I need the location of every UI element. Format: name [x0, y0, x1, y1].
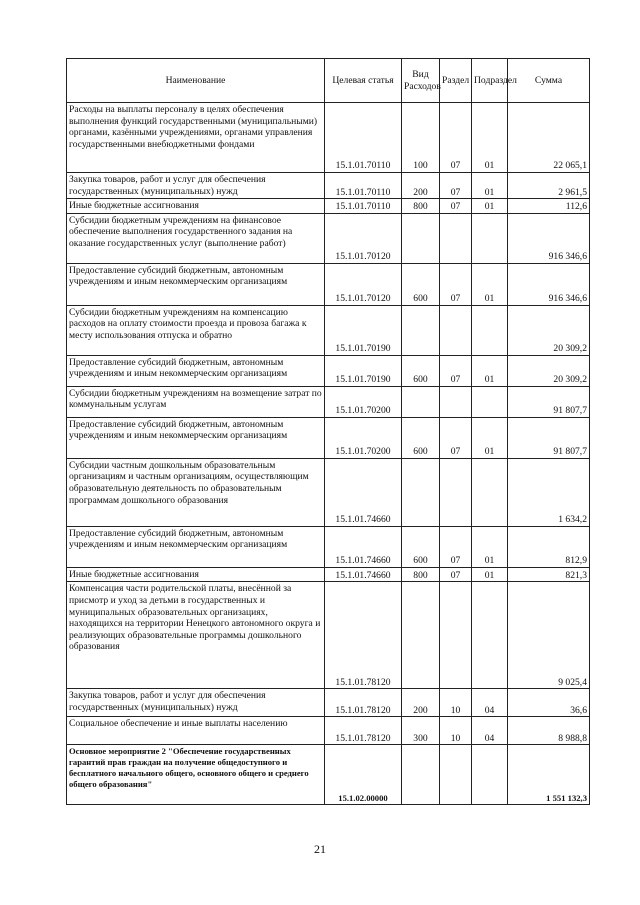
row-razdel-cell: 10 — [440, 689, 472, 717]
row-podrazdel-cell — [472, 458, 508, 526]
row-name-cell: Иные бюджетные ассигнования — [67, 199, 325, 214]
row-name-cell: Компенсация части родительской платы, внесённой за присмотр и уход за детьми в государственных и муниципальных образовательных организациях, находящихся на территории Ненецкого автономного округа и реализующих образовательные программы дошкольного образования — [67, 582, 325, 689]
row-vid-cell: 300 — [402, 717, 440, 745]
header-code: Целевая статья — [325, 59, 402, 103]
row-code-cell: 15.1.01.74660 — [325, 526, 402, 567]
page-number: 21 — [314, 842, 326, 856]
row-razdel-cell — [440, 745, 472, 805]
row-vid-cell: 200 — [402, 173, 440, 199]
row-podrazdel-cell: 04 — [472, 717, 508, 745]
row-code-cell: 15.1.01.70110 — [325, 173, 402, 199]
row-razdel-cell: 07 — [440, 199, 472, 214]
row-podrazdel-cell: 04 — [472, 689, 508, 717]
row-razdel-cell: 07 — [440, 103, 472, 173]
row-summa-cell: 22 065,1 — [508, 103, 590, 173]
table-row — [67, 213, 590, 263]
header-name: Наименование — [67, 59, 325, 103]
row-vid-cell: 800 — [402, 567, 440, 582]
row-vid-cell — [402, 386, 440, 417]
row-code-cell: 15.1.01.78120 — [325, 689, 402, 717]
table-row — [67, 526, 590, 567]
header-row — [67, 59, 590, 103]
row-code-cell: 15.1.01.70110 — [325, 199, 402, 214]
table-row — [67, 689, 590, 717]
row-code-cell: 15.1.01.74660 — [325, 567, 402, 582]
row-razdel-cell — [440, 305, 472, 355]
row-razdel-cell: 07 — [440, 263, 472, 305]
row-razdel-cell — [440, 582, 472, 689]
row-code-cell: 15.1.01.74660 — [325, 458, 402, 526]
table-row — [67, 199, 590, 214]
row-summa-cell: 9 025,4 — [508, 582, 590, 689]
row-vid-cell: 100 — [402, 103, 440, 173]
row-name-cell: Расходы на выплаты персоналу в целях обеспечения выполнения функций государственными (муниципальными) органами, казёнными учреждениями, органами управления государственными внебюджетными фондами — [67, 103, 325, 173]
row-summa-cell: 1 551 132,3 — [508, 745, 590, 805]
row-name-cell: Предоставление субсидий бюджетным, автономным учреждениям и иным некоммерческим организациям — [67, 355, 325, 386]
row-razdel-cell: 07 — [440, 526, 472, 567]
row-name-cell: Основное мероприятие 2 "Обеспечение государственных гарантий прав граждан на получение общедоступного и бесплатного начального общего, основного общего и среднего общего образования" — [67, 745, 325, 805]
row-razdel-cell — [440, 386, 472, 417]
row-code-cell: 15.1.01.70200 — [325, 386, 402, 417]
row-code-cell: 15.1.01.70120 — [325, 213, 402, 263]
row-code-cell: 15.1.01.70110 — [325, 103, 402, 173]
row-vid-cell: 600 — [402, 263, 440, 305]
table-body — [67, 103, 590, 805]
row-vid-cell: 600 — [402, 526, 440, 567]
table-row — [67, 173, 590, 199]
row-name-cell: Закупка товаров, работ и услуг для обеспечения государственных (муниципальных) нужд — [67, 689, 325, 717]
row-name-cell: Закупка товаров, работ и услуг для обеспечения государственных (муниципальных) нужд — [67, 173, 325, 199]
row-summa-cell: 916 346,6 — [508, 213, 590, 263]
row-summa-cell: 91 807,7 — [508, 386, 590, 417]
row-summa-cell: 8 988,8 — [508, 717, 590, 745]
table-row — [67, 355, 590, 386]
row-name-cell: Социальное обеспечение и иные выплаты населению — [67, 717, 325, 745]
row-podrazdel-cell: 01 — [472, 199, 508, 214]
row-podrazdel-cell: 01 — [472, 103, 508, 173]
row-podrazdel-cell: 01 — [472, 263, 508, 305]
row-name-cell: Субсидии частным дошкольным образовательным организациям и частным организациям, осуществляющим образовательную деятельность по образовательным программам дошкольного образования — [67, 458, 325, 526]
header-summa: Сумма — [508, 59, 590, 103]
table-row — [67, 582, 590, 689]
row-code-cell: 15.1.01.70120 — [325, 263, 402, 305]
row-code-cell: 15.1.01.78120 — [325, 582, 402, 689]
row-vid-cell — [402, 582, 440, 689]
row-summa-cell: 821,3 — [508, 567, 590, 582]
header-podrazdel: Подраздел — [472, 59, 508, 103]
row-vid-cell — [402, 458, 440, 526]
row-name-cell: Предоставление субсидий бюджетным, автономным учреждениям и иным некоммерческим организациям — [67, 526, 325, 567]
row-name-cell: Предоставление субсидий бюджетным, автономным учреждениям и иным некоммерческим организациям — [67, 263, 325, 305]
table-row — [67, 103, 590, 173]
row-vid-cell: 200 — [402, 689, 440, 717]
row-vid-cell — [402, 213, 440, 263]
row-razdel-cell: 10 — [440, 717, 472, 745]
table-row — [67, 567, 590, 582]
row-podrazdel-cell — [472, 582, 508, 689]
row-code-cell: 15.1.02.00000 — [325, 745, 402, 805]
row-razdel-cell: 07 — [440, 417, 472, 458]
row-code-cell: 15.1.01.70190 — [325, 305, 402, 355]
row-vid-cell — [402, 305, 440, 355]
row-razdel-cell: 07 — [440, 567, 472, 582]
row-razdel-cell — [440, 213, 472, 263]
table-row — [67, 386, 590, 417]
table-row — [67, 417, 590, 458]
row-code-cell: 15.1.01.70200 — [325, 417, 402, 458]
header-razdel: Раздел — [440, 59, 472, 103]
row-vid-cell: 600 — [402, 417, 440, 458]
row-summa-cell: 916 346,6 — [508, 263, 590, 305]
table-row — [67, 745, 590, 805]
row-vid-cell: 600 — [402, 355, 440, 386]
table-row — [67, 305, 590, 355]
row-summa-cell: 20 309,2 — [508, 355, 590, 386]
row-vid-cell: 800 — [402, 199, 440, 214]
row-summa-cell: 2 961,5 — [508, 173, 590, 199]
row-summa-cell: 1 634,2 — [508, 458, 590, 526]
budget-table — [66, 58, 590, 805]
row-razdel-cell — [440, 458, 472, 526]
row-summa-cell: 812,9 — [508, 526, 590, 567]
table-row — [67, 458, 590, 526]
row-razdel-cell: 07 — [440, 355, 472, 386]
row-name-cell: Субсидии бюджетным учреждениям на финансовое обеспечение выполнения государственного задания на оказание государственных услуг (выполнение работ) — [67, 213, 325, 263]
row-razdel-cell: 07 — [440, 173, 472, 199]
row-code-cell: 15.1.01.78120 — [325, 717, 402, 745]
row-podrazdel-cell — [472, 386, 508, 417]
row-name-cell: Субсидии бюджетным учреждениям на возмещение затрат по коммунальным услугам — [67, 386, 325, 417]
row-code-cell: 15.1.01.70190 — [325, 355, 402, 386]
table-row — [67, 717, 590, 745]
row-name-cell: Субсидии бюджетным учреждениям на компенсацию расходов на оплату стоимости проезда и провоза багажа к месту использования отпуска и обратно — [67, 305, 325, 355]
header-vid: Вид Расходов — [402, 59, 440, 103]
row-summa-cell: 36,6 — [508, 689, 590, 717]
row-podrazdel-cell: 01 — [472, 417, 508, 458]
row-podrazdel-cell: 01 — [472, 173, 508, 199]
row-podrazdel-cell — [472, 745, 508, 805]
row-podrazdel-cell: 01 — [472, 567, 508, 582]
row-summa-cell: 91 807,7 — [508, 417, 590, 458]
row-podrazdel-cell: 01 — [472, 355, 508, 386]
row-name-cell: Иные бюджетные ассигнования — [67, 567, 325, 582]
row-name-cell: Предоставление субсидий бюджетным, автономным учреждениям и иным некоммерческим организациям — [67, 417, 325, 458]
row-podrazdel-cell — [472, 213, 508, 263]
row-podrazdel-cell — [472, 305, 508, 355]
row-summa-cell: 20 309,2 — [508, 305, 590, 355]
row-summa-cell: 112,6 — [508, 199, 590, 214]
row-vid-cell — [402, 745, 440, 805]
table-row — [67, 263, 590, 305]
row-podrazdel-cell: 01 — [472, 526, 508, 567]
